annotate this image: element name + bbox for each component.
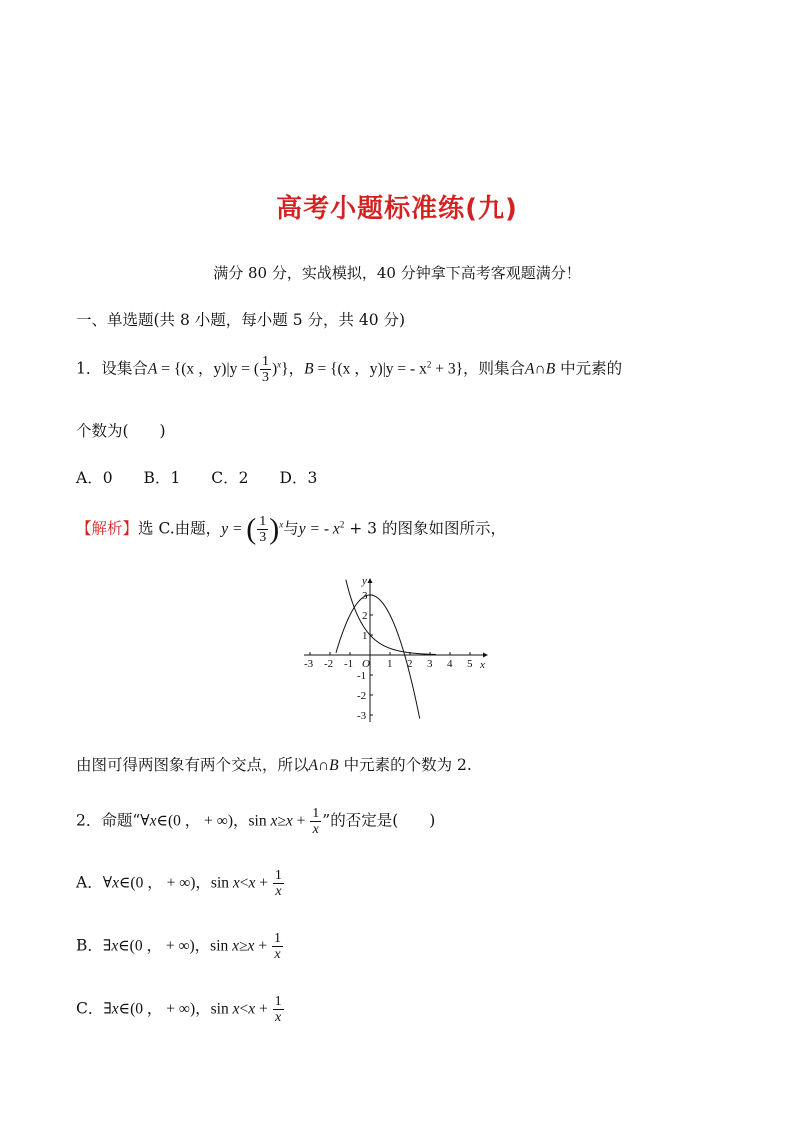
opt-c-rel: < [239, 1000, 249, 1018]
x-tick-label: -3 [304, 658, 314, 670]
y-tick-label: -3 [357, 710, 367, 722]
opt-b-rel: ≥ [239, 937, 248, 955]
opt-c-den: x [275, 1010, 282, 1025]
y-tick-label: 1 [362, 630, 368, 642]
analysis-exp: x [279, 519, 284, 530]
q2-b: x [149, 812, 157, 830]
question-1-options: A．0 B．1 C．2 D．3 [76, 469, 318, 487]
q1-set-b-def: = {(x ，y)|y = - x [313, 360, 427, 378]
analysis-y2: y = - x [298, 520, 340, 538]
q2-option-a [76, 868, 285, 899]
x-tick-label: 1 [387, 658, 393, 670]
analysis-tag: 【解析】 [76, 519, 139, 538]
q2-h: ”的否定是( ) [322, 811, 436, 830]
q2-c: ∈(0 ， + ∞)，sin [156, 812, 271, 830]
opt-c-num: 1 [274, 994, 282, 1009]
opt-b-plus: + [254, 937, 271, 955]
x-tick-label: -2 [324, 658, 334, 670]
x-tick-label: 2 [407, 658, 413, 670]
analysis-rparen: ) [269, 512, 280, 546]
opt-c-b: ∈(0 ， + ∞)，sin [118, 1000, 233, 1018]
q1-set-a-paren: ) [271, 360, 278, 378]
opt-a-x3: x [248, 874, 256, 892]
opt-c-x2: x [232, 1000, 240, 1018]
opt-a-rel: < [239, 874, 249, 892]
opt-c-fraction [273, 994, 284, 1025]
opt-a-num: 1 [274, 868, 282, 883]
y-tick-label: 3 [362, 590, 368, 602]
origin-label: O [362, 658, 370, 670]
q2-d: x [270, 812, 278, 830]
q2-e: ≥ [277, 812, 286, 830]
function-graph [300, 572, 492, 727]
opt-c-x3: x [248, 1000, 256, 1018]
opt-a-x: x [112, 874, 119, 892]
page-title: 高考小题标准练(九) [276, 194, 518, 224]
y-tick-label: 2 [362, 610, 368, 622]
analysis-text3: + 3 的图象如图所示， [344, 519, 506, 538]
q1-fraction [260, 354, 271, 385]
conclusion-intersection: A∩B [308, 757, 339, 774]
opt-c-x: x [111, 1000, 119, 1018]
y-tick-label: -1 [357, 670, 367, 682]
analysis-text1: 选 C.由题， [138, 519, 222, 538]
analysis-frac-den: 3 [259, 530, 267, 545]
y-tick-label: -2 [357, 690, 367, 702]
conclusion-part-c: 中元素的个数为 2. [338, 756, 472, 774]
q1-set-b-end: + 3}，则集合 [431, 360, 526, 378]
q1-set-a-def: = {(x ，y)|y = ( [157, 360, 259, 378]
q1-frac-den: 3 [261, 370, 269, 385]
q1-set-a: A [147, 360, 158, 378]
opt-b-num: 1 [273, 931, 281, 946]
q1-frac-num: 1 [261, 354, 269, 369]
x-tick-label: 4 [447, 658, 453, 670]
analysis-conclusion [76, 755, 472, 776]
conclusion-part-a: 由图可得两图象有两个交点，所以 [76, 756, 309, 774]
opt-b-label: B．∃ [76, 936, 112, 955]
q2-frac-num: 1 [312, 806, 320, 821]
y-axis-arrow [368, 578, 373, 583]
x-tick-label: -1 [344, 658, 354, 670]
opt-b-b: ∈(0 ， + ∞)，sin [118, 937, 233, 955]
question-1-line2: 个数为( ) [76, 422, 166, 440]
q1-exp: x [277, 359, 282, 370]
q1-set-b: B [304, 360, 314, 378]
x-tick-label: 3 [427, 658, 433, 670]
x-axis-arrow [483, 653, 488, 658]
opt-a-plus: + [255, 874, 272, 892]
q2-option-b [76, 931, 284, 962]
opt-b-x2: x [232, 937, 240, 955]
analysis-sq: 2 [339, 519, 345, 530]
q1-set-a-close: }， [281, 360, 305, 378]
question-2-stem [76, 806, 435, 837]
q2-g: + [292, 812, 310, 830]
parabola-curve [336, 595, 420, 719]
q2-option-c [76, 994, 285, 1025]
opt-b-x3: x [247, 937, 255, 955]
opt-b-fraction [272, 931, 283, 962]
page-subtitle: 满分 80 分，实战模拟，40 分钟拿下高考客观题满分！ [213, 264, 581, 282]
q2-a: 2．命题“∀ [76, 811, 150, 830]
x-axis-label: x [480, 659, 485, 671]
opt-a-den: x [275, 884, 282, 899]
opt-a-x2: x [232, 874, 240, 892]
q2-f: x [285, 812, 293, 830]
analysis-lparen: ( [246, 512, 257, 546]
q2-frac-den: x [312, 822, 319, 837]
analysis-line [76, 514, 506, 545]
analysis-y-eq: y = [221, 520, 247, 538]
q1-intersection: A∩B [525, 360, 556, 378]
section-heading: 一、单选题(共 8 小题，每小题 5 分，共 40 分) [76, 311, 406, 329]
x-tick-label: 5 [467, 658, 473, 670]
opt-a-label: A．∀ [76, 873, 113, 892]
opt-a-b: ∈(0 ， + ∞)，sin [118, 874, 233, 892]
analysis-frac-num: 1 [259, 514, 267, 529]
q1-tail: 中元素的 [555, 359, 623, 378]
opt-c-label: C．∃ [76, 999, 112, 1018]
q2-fraction [310, 806, 321, 837]
y-axis-label: y [362, 575, 367, 587]
opt-b-x: x [111, 937, 119, 955]
opt-b-den: x [274, 947, 281, 962]
analysis-text2: 与 [283, 519, 299, 538]
analysis-fraction [257, 514, 268, 545]
question-1-stem [76, 354, 622, 385]
q1-set-b-sq: 2 [426, 359, 432, 370]
opt-a-fraction [273, 868, 284, 899]
q1-prefix: 1．设集合 [76, 359, 148, 378]
opt-c-plus: + [255, 1000, 272, 1018]
